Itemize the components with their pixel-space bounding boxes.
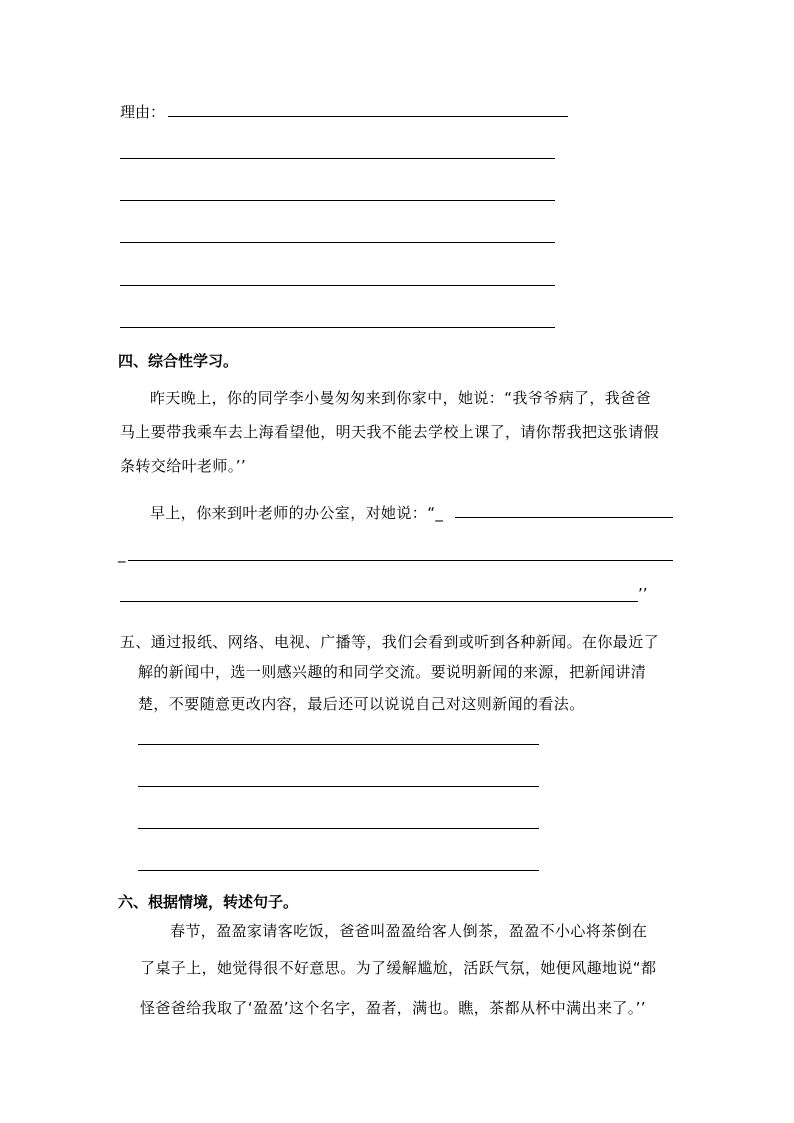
answer-line[interactable] (120, 327, 555, 328)
answer-line[interactable] (138, 870, 539, 871)
answer-line[interactable] (128, 560, 673, 561)
paragraph-line: 春节，盈盈家请客吃饭，爸爸叫盈盈给客人倒茶，盈盈不小心将茶倒在 (170, 922, 648, 940)
answer-line[interactable] (120, 285, 555, 286)
paragraph-line: 了桌子上，她觉得很不好意思。为了缓解尴尬，活跃气氛，她便风趣地说“都 (140, 959, 657, 977)
paragraph-line: 昨天晚上，你的同学李小曼匆匆来到你家中，她说：“我爷爷病了，我爸爸 (150, 389, 651, 407)
paragraph-line: 条转交给叶老师。’’ (120, 457, 247, 475)
section-heading-5: 五、通过报纸、网络、电视、广播等，我们会看到或听到各种新闻。在你最近了 (120, 633, 660, 651)
answer-line[interactable] (138, 828, 539, 829)
answer-line[interactable] (120, 200, 555, 201)
answer-line[interactable] (120, 242, 555, 243)
answer-line[interactable] (138, 744, 539, 745)
line-prefix: _ (118, 545, 126, 563)
answer-line[interactable] (138, 786, 539, 787)
paragraph-line: 怪爸爸给我取了‘盈盈’这个名字，盈者，满也。瞧，茶都从杯中满出来了。’’ (140, 999, 646, 1017)
answer-line[interactable] (120, 158, 555, 159)
paragraph-line: 马上要带我乘车去上海看望他，明天我不能去学校上课了，请你帮我把这张请假 (120, 423, 660, 441)
answer-line[interactable] (168, 116, 568, 117)
reason-label: 理由： (120, 103, 166, 121)
answer-line[interactable] (455, 517, 673, 518)
section-heading-5-cont: 楚，不要随意更改内容，最后还可以说说自己对这则新闻的看法。 (138, 695, 585, 713)
section-heading-4: 四、综合性学习。 (118, 352, 239, 370)
section-heading-5-cont: 解的新闻中，选一则感兴趣的和同学交流。要说明新闻的来源，把新闻讲清 (138, 663, 647, 681)
paragraph-line: 早上，你来到叶老师的办公室，对她说：“_ (150, 504, 444, 522)
closing-quote: ’’ (638, 585, 648, 603)
section-heading-6: 六、根据情境，转述句子。 (118, 893, 299, 911)
answer-line[interactable] (120, 601, 638, 602)
